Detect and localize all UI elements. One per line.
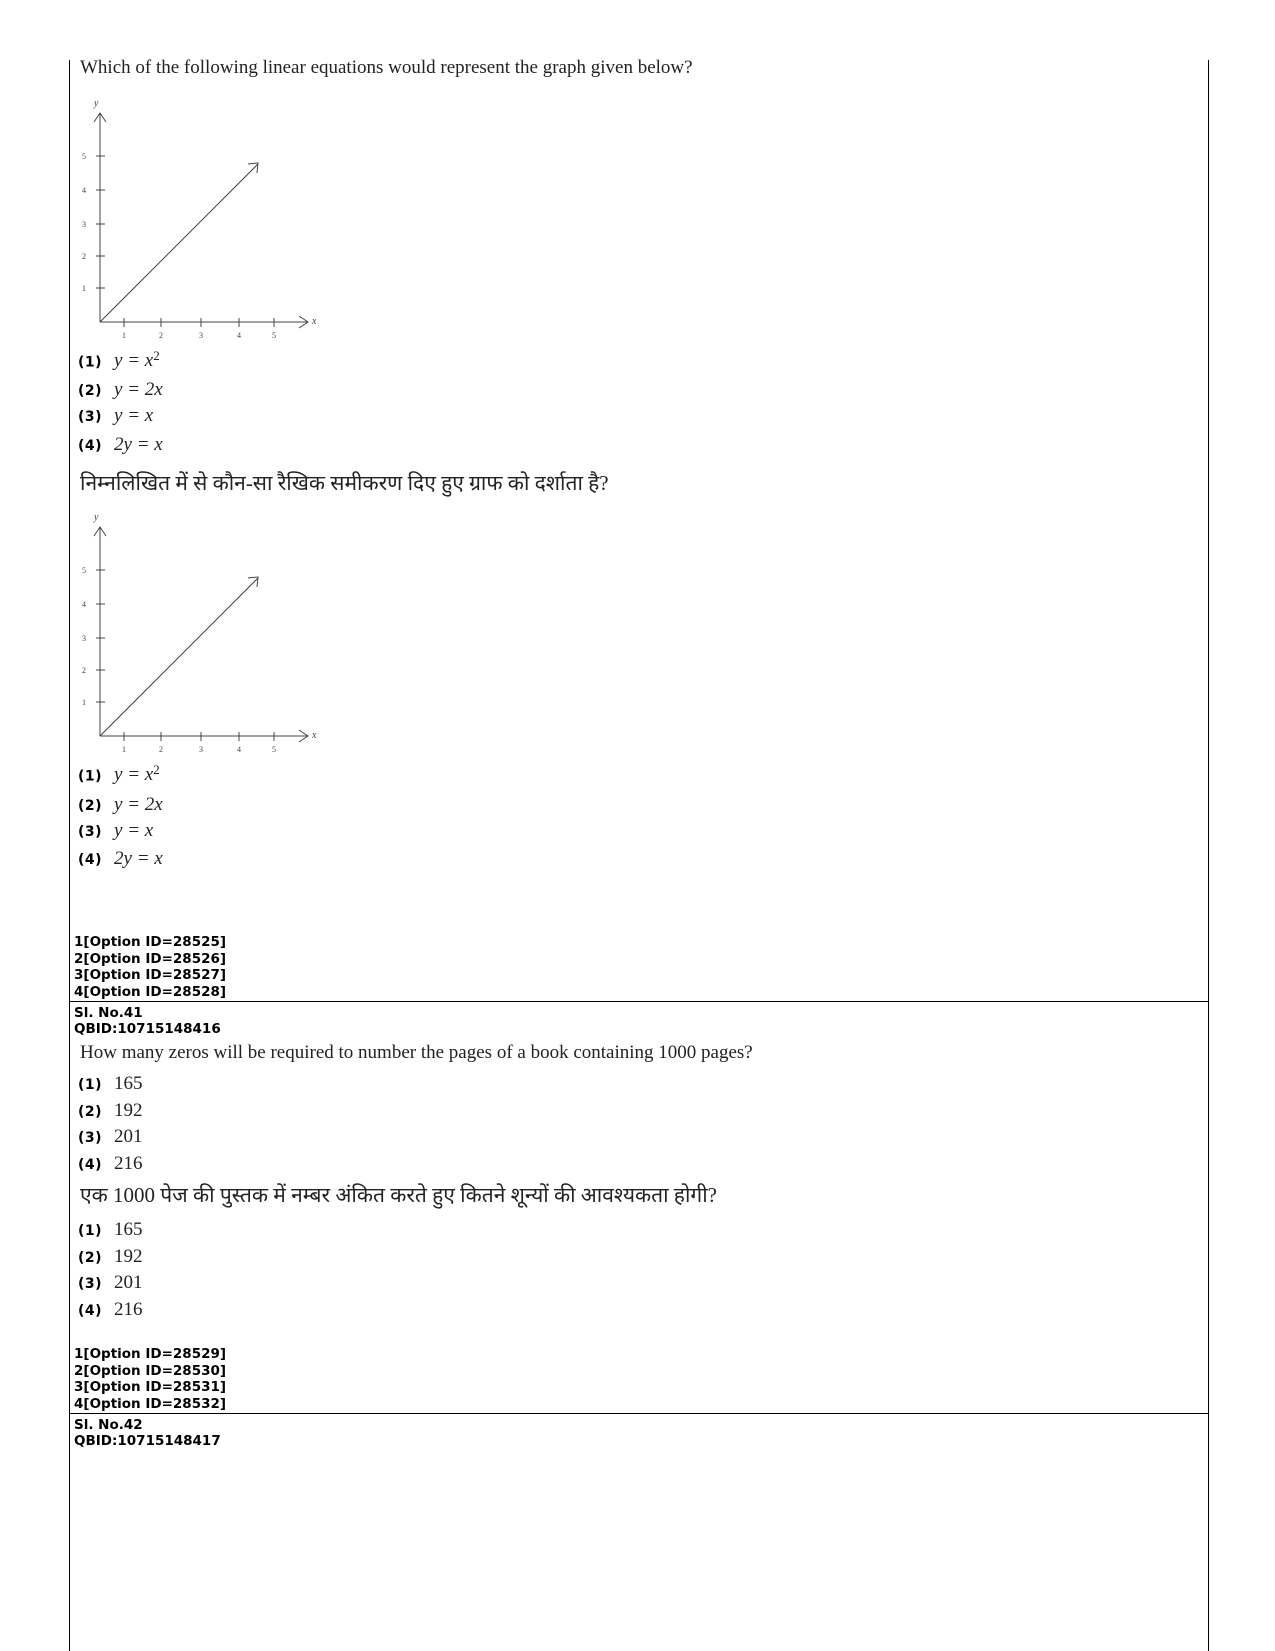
question-41-text-en: How many zeros will be required to number the pages of a book containing 1000 pages? [80,1042,753,1063]
option-4[interactable]: (4) 216 [78,1299,143,1320]
question-41-text-hi: एक 1000 पेज की पुस्तक में नम्बर अंकित करते हुए कितने शून्यों की आवश्यकता होगी? [80,1183,717,1207]
option-3[interactable]: (3) y = x [78,820,154,841]
option-1[interactable]: (1) $y = x^2$ [78,762,160,786]
serial-number: Sl. No.41 [74,1005,143,1021]
question-41-header [74,1005,221,1037]
option-2[interactable]: (2) 192 [78,1100,143,1121]
option-3[interactable]: (3) y = x [78,405,154,426]
option-id: 4[Option ID=28532] [74,1395,227,1412]
option-id-list-q40 [74,934,226,1000]
qbid: QBID:10715148416 [74,1021,221,1037]
option-2[interactable]: (2) y = 2x [78,794,163,815]
graph-line [100,578,258,736]
y-tick-label: 2 [82,666,86,675]
option-1[interactable]: (1) 165 [78,1073,143,1094]
line-graph-hi [72,512,332,762]
section-divider [69,1413,1209,1414]
graph-line [100,164,258,322]
option-2[interactable]: (2) y = 2x [78,379,163,400]
section-divider [69,1001,1209,1002]
option-3[interactable]: (3) 201 [78,1126,143,1147]
x-tick-label: 4 [237,745,241,754]
x-axis-label: x [312,316,317,327]
y-tick-label: 2 [82,252,86,261]
option-4[interactable]: (4) 2y = x [78,848,163,869]
y-axis-label: y [94,512,99,523]
option-4[interactable]: (4) 216 [78,1153,143,1174]
x-tick-label: 4 [237,331,241,340]
x-tick-label: 1 [122,745,126,754]
graph-line-arrow [248,577,258,587]
x-tick-label: 5 [272,331,276,340]
y-tick-label: 5 [82,152,86,161]
option-id-list-q41 [74,1346,226,1412]
x-tick-label: 5 [272,745,276,754]
y-axis-label: y [94,98,99,109]
graph-line-arrow [248,163,258,173]
y-tick-label: 1 [82,698,86,707]
qbid: QBID:10715148417 [74,1433,221,1449]
x-tick-label: 3 [199,745,203,754]
option-id: 4[Option ID=28528] [74,983,227,1000]
option-3[interactable]: (3) 201 [78,1272,143,1293]
x-tick-label: 2 [159,745,163,754]
option-id: 2[Option ID=28530] [74,1362,227,1379]
serial-number: Sl. No.42 [74,1417,143,1433]
y-tick-label: 5 [82,566,86,575]
line-graph-en [72,98,332,348]
question-42-header [74,1417,221,1449]
question-40-text-en: Which of the following linear equations would represent the graph given below? [80,57,693,78]
y-tick-label: 3 [82,220,86,229]
y-tick-label: 3 [82,634,86,643]
y-tick-label: 4 [82,186,86,195]
x-tick-label: 3 [199,331,203,340]
option-id: 2[Option ID=28526] [74,950,227,967]
y-tick-label: 1 [82,284,86,293]
question-40-text-hi: निम्नलिखित में से कौन-सा रैखिक समीकरण दिए हुए ग्राफ को दर्शाता है? [80,471,609,495]
x-axis-label: x [312,730,317,741]
option-id: 1[Option ID=28529] [74,1346,227,1362]
option-2[interactable]: (2) 192 [78,1246,143,1267]
option-id: 3[Option ID=28527] [74,967,227,983]
option-1[interactable]: (1) $y = x^2$ [78,348,160,372]
x-tick-label: 2 [159,331,163,340]
option-4[interactable]: (4) 2y = x [78,434,163,455]
y-tick-label: 4 [82,600,86,609]
option-id: 3[Option ID=28531] [74,1379,227,1395]
option-id: 1[Option ID=28525] [74,934,227,950]
option-1[interactable]: (1) 165 [78,1219,143,1240]
x-tick-label: 1 [122,331,126,340]
